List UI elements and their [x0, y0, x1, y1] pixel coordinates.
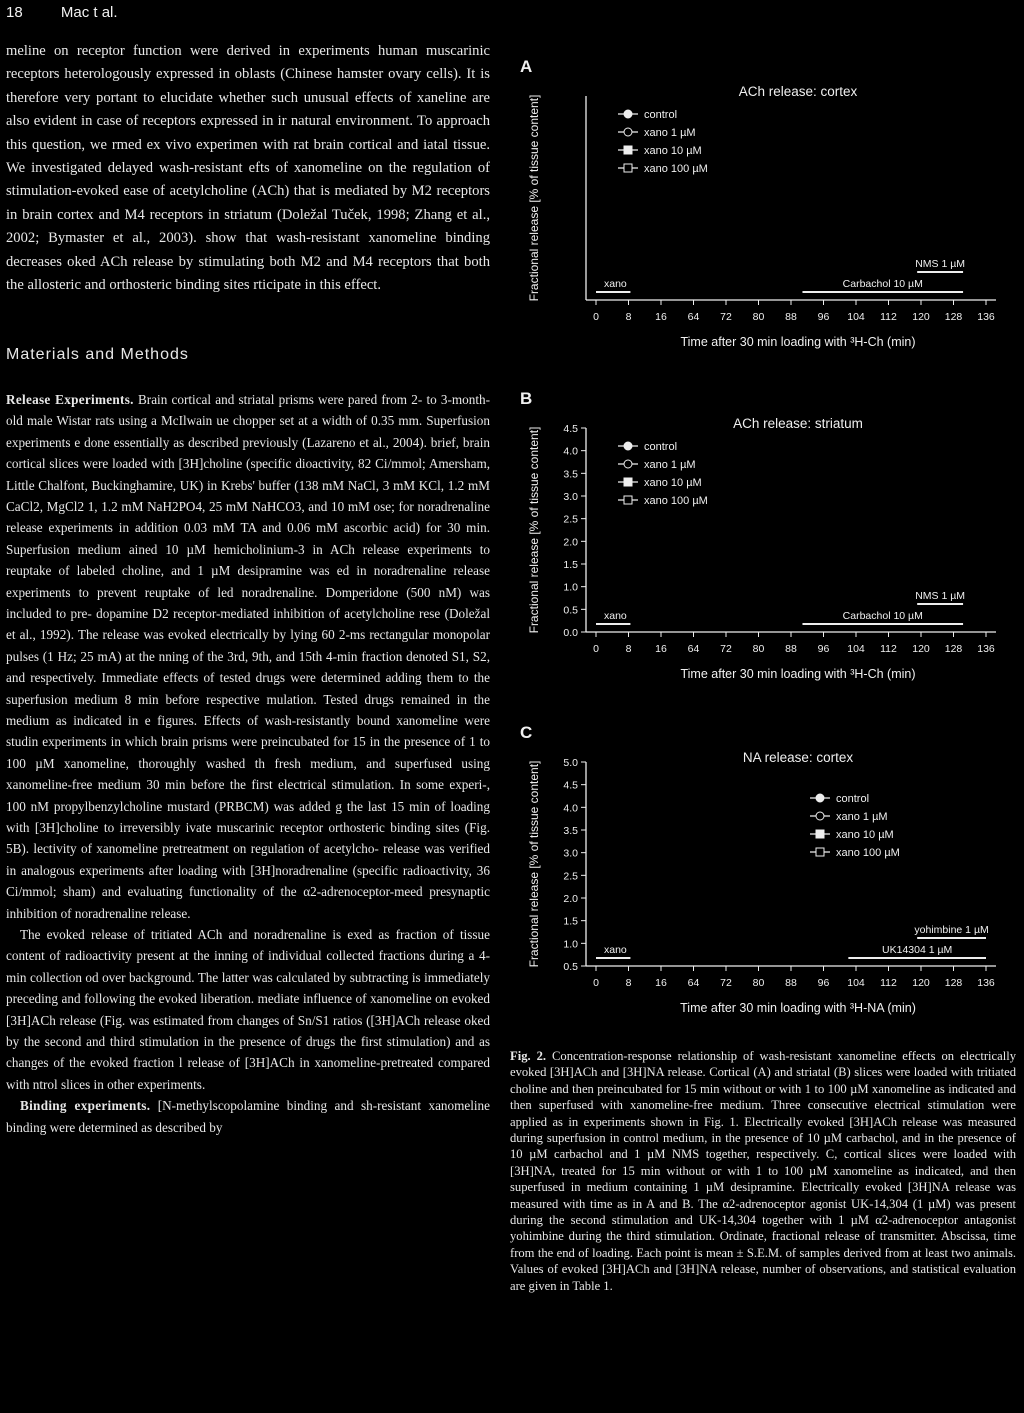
paragraph-body: Brain cortical and striatal prisms were pared from 2- to 3-month-old male Wistar rats using a McIlwain ue chopper set at a width of 0.35 mm. Superfusion experiments e done essentially as described previously (Lazareno et al., 2004). brief, brain cortical slices were loaded with [3H]choline (specific dioactivity, 82 Ci/mmol; Amersham, Little Chalfont, Buckinghamire, UK) in Krebs' buffer (138 mM NaCl, 3 mM KCl, 1.2 mM CaCl2, MgCl2 1, 1.2 mM NaH2PO4, 25 mM NaHCO3, and 10 mM ose; for noradrenaline release experiments in addition 0.03 mM TA and 0.06 mM ascorbic acid) for 30 min. Superfusion medium ained 10 µM hemicholinium-3 in ACh release experiments to reuptake of labeled choline, and 1 µM desipramine was ed in noradrenaline release experiments to prevent reuptake of led noradrenaline. Domperidone (500 nM) was included to pre- dopamine D2 receptor-mediated inhibition of acetylcholine rese (Doležal et al., 1992). The release was evoked electrically by lying 60 2-ms rectangular monopolar pulses (1 Hz; 25 mA) at the nning of the 3rd, 9th, and 15th 4-min fraction denoted S1, S2, and respectively. Immediate effects of tested drugs were determined adding them to the superfusion medium 8 min before respective mulation. Tested drugs remained in the medium as indicated in e figures. Effects of wash-resistantly bound xanomeline were studin experiments in which brain prisms were preincubated for 15 in the presence of 1 to 100 µM xanomeline, thoroughly washed th fresh medium, and superfused using xanomeline-free medium 30 min before the first electrical stimulation. In some experi-, 100 nM propylbenzylcholine mustard (PRBCM) was added g the last 15 min of loading with [3H]choline to irreversibly ivate muscarinic receptor orthosteric binding sites (Fig. 5B). lectivity of xanomeline pretreatment on regulation of acetylcho- release was verified in analogous experiments after loading with [3H]noradrenaline (specific radioactivity, 36 Ci/mmol; sham) and evaluating functionality of the α2-adrenoceptor-meed presynaptic inhibition of noradrenaline release. [6, 391, 491, 921]
panel-title: ACh release: cortex [738, 84, 858, 99]
legend-label: control [644, 109, 678, 121]
y-axis-title: Fractional release [% of tissue content] [527, 760, 541, 968]
x-tick-label: 16 [655, 643, 667, 655]
y-tick-label: 1.5 [563, 559, 578, 571]
drug-bar-label: Carbachol 10 µM [842, 610, 923, 622]
legend-label: xano 100 µM [836, 847, 900, 859]
legend-marker-filled-circle [624, 110, 632, 118]
x-tick-label: 96 [817, 643, 830, 655]
legend-marker-open-square [624, 496, 632, 504]
x-tick-label: 136 [977, 311, 995, 323]
x-axis-title: Time after 30 min loading with ³H-Ch (min) [680, 335, 916, 349]
x-tick-label: 128 [944, 643, 963, 655]
y-axis-title: Fractional release [% of tissue content] [527, 426, 541, 634]
figure-panel-c [510, 718, 1010, 1036]
legend-marker-filled-square [816, 830, 824, 838]
running-header [6, 4, 118, 30]
drug-bar-label: xano [604, 610, 627, 622]
legend-label: xano 100 µM [644, 163, 708, 175]
x-tick-label: 88 [785, 311, 797, 323]
y-tick-label: 2.5 [563, 513, 578, 526]
x-tick-label: 112 [880, 643, 897, 655]
x-tick-label: 104 [847, 643, 865, 655]
x-tick-label: 16 [655, 311, 667, 323]
y-tick-label: 4.0 [563, 445, 578, 458]
x-tick-label: 128 [944, 977, 963, 989]
legend-marker-open-square [816, 848, 824, 856]
x-axis-title: Time after 30 min loading with ³H-Ch (min) [680, 667, 916, 681]
paragraph-body: [N-methylscopolamine binding and sh-resistant xanomeline binding were determined as described by [6, 1098, 490, 1135]
x-tick-label: 112 [880, 311, 897, 323]
legend-label: xano 1 µM [644, 127, 696, 139]
intro-paragraph: meline on receptor function were derived in experiments human muscarinic receptors heterologously expressed in oblasts (Chinese hamster ovary cells). It is therefore very portant to elucidate whether such unusual effects of xaneline are also evident in case of receptors expressed in ir natural environment. To approach this question, we rmed ex vivo experimen with rat brain cortical and iatal tissue. We investigated delayed wash-resistant efts of xanomeline on the regulation of stimulation-evoked ease of acetylcholine (ACh) that is mediated by M2 receptors in brain cortex and M4 receptors in striatum (Doležal Tuček, 1998; Zhang et al., 2002; Bymaster et al., 2003). show that wash-resistant xanomeline binding decreases oked ACh release by stimulating both M2 and M4 receptors that both the allosteric and orthosteric binding sites rticipate in this effect. [6, 43, 490, 294]
x-tick-label: 8 [625, 643, 632, 655]
running-title: Mac t al. [60, 4, 118, 21]
drug-bar-label: yohimbine 1 µM [914, 924, 989, 936]
legend-label: xano 1 µM [644, 459, 696, 471]
y-tick-label: 1.5 [563, 915, 578, 928]
x-tick-label: 0 [593, 977, 599, 989]
y-tick-label: 3.0 [563, 491, 578, 503]
x-tick-label: 96 [817, 311, 830, 323]
y-tick-label: 1.0 [563, 938, 578, 951]
legend-marker-filled-square [624, 146, 632, 154]
drug-bar-label: NMS 1 µM [915, 258, 966, 270]
x-tick-label: 88 [785, 643, 797, 655]
paragraph-lead: Release Experiments. [6, 391, 134, 407]
x-tick-label: 64 [687, 643, 700, 655]
x-tick-label: 8 [625, 311, 632, 323]
x-tick-label: 16 [655, 977, 667, 989]
legend-label: xano 100 µM [644, 495, 708, 507]
figure-caption [510, 1048, 1016, 1294]
figure-panel-svg [510, 384, 1010, 702]
x-tick-label: 80 [752, 643, 765, 655]
legend-marker-filled-circle [816, 794, 824, 802]
methods-paragraph [6, 389, 490, 924]
methods-paragraph [6, 924, 490, 1095]
y-tick-label: 3.0 [563, 847, 578, 860]
x-tick-label: 72 [720, 643, 732, 655]
y-tick-label: 4.5 [563, 779, 578, 792]
y-tick-label: 3.5 [563, 825, 578, 837]
figure-panel-svg [510, 52, 1010, 370]
x-tick-label: 80 [752, 311, 765, 323]
page-number: 18 [6, 4, 23, 21]
x-tick-label: 72 [720, 311, 732, 323]
y-tick-label: 2.0 [563, 893, 578, 905]
y-tick-label: 0.0 [563, 627, 578, 639]
y-tick-label: 0.5 [563, 604, 578, 617]
legend-marker-filled-square [624, 478, 632, 486]
caption-text: Concentration-response relationship of wash-resistant xanomeline effects on electrically evoked [3H]ACh and [3H]NA release. Cortical (A) and striatal (B) slices were loaded with tritiated choline and then preincubated for 15 min without or with 1 to 100 µM xanomeline as indicated and then superfused with xanomeline-free medium. Three consecutive electrical stimulation were applied as in experiments shown in Fig. 1. Electrically evoked [3H]ACh release was measured during superfusion in control medium, in the presence of 10 µM carbachol, and in the presence of 10 µM carbachol and 1 µM NMS together, respectively. C, cortical slices were loaded with [3H]NA, treated for 15 min without or with 1 to 100 µM xanomeline as indicated, and then superfused in medium containing 1 µM desipramine. Electrically evoked [3H]NA release was measured with time as in A and B. The α2-adrenoceptor agonist UK-14,304 (1 µM) was present during the second stimulation and UK-14,304 together with 1 µM α2-adrenoceptor antagonist yohimbine during the third stimulation. Ordinate, fractional release of transmitter. Abscissa, time from the end of loading. Each point is mean ± S.E.M. of samples derived from at least two animals. Values of evoked [3H]ACh and [3H]NA release, number of observations, and statistical evaluation are given in Table 1. [510, 1049, 1016, 1293]
x-tick-label: 72 [720, 977, 732, 989]
x-tick-label: 0 [593, 643, 599, 655]
figure-panel-b [510, 384, 1010, 702]
y-tick-label: 2.5 [563, 870, 578, 883]
y-axis-title: Fractional release [% of tissue content] [527, 94, 541, 302]
drug-bar-label: xano [604, 278, 627, 290]
x-tick-label: 104 [847, 977, 865, 989]
x-tick-label: 0 [593, 311, 599, 323]
legend-marker-filled-circle [624, 442, 632, 450]
y-tick-label: 4.5 [563, 423, 578, 435]
section-heading: Materials and Methods [6, 346, 189, 364]
legend-marker-open-square [624, 164, 632, 172]
methods-text [6, 389, 490, 1138]
caption-lead: Fig. 2. [510, 1049, 547, 1063]
drug-bar-label: Carbachol 10 µM [842, 278, 923, 290]
legend-label: xano 10 µM [644, 145, 702, 157]
y-tick-label: 5.0 [563, 757, 578, 769]
y-tick-label: 3.5 [563, 468, 578, 481]
x-tick-label: 120 [912, 311, 930, 323]
x-tick-label: 64 [687, 311, 700, 323]
legend-label: xano 10 µM [644, 477, 702, 489]
figure-panel-a [510, 52, 1010, 370]
legend-label: control [836, 793, 870, 805]
x-axis-title: Time after 30 min loading with ³H-NA (min) [680, 1001, 916, 1015]
legend-marker-open-circle [624, 128, 632, 136]
legend-label: xano 1 µM [836, 811, 888, 823]
methods-paragraph [6, 1095, 490, 1138]
x-tick-label: 120 [912, 643, 930, 655]
x-tick-label: 96 [817, 977, 830, 989]
x-tick-label: 8 [625, 977, 632, 989]
drug-bar-label: UK14304 1 µM [882, 944, 953, 956]
panel-letter: A [520, 57, 533, 76]
x-tick-label: 88 [785, 977, 797, 989]
x-tick-label: 136 [977, 977, 995, 989]
x-tick-label: 64 [687, 977, 700, 989]
drug-bar-label: xano [604, 944, 627, 956]
panel-letter: B [520, 389, 533, 408]
legend-marker-open-circle [816, 812, 824, 820]
figure-panel-svg [510, 718, 1010, 1036]
paragraph-body: The evoked release of tritiated ACh and noradrenaline is exed as fraction of tissue content of radioactivity present at the inning of individual collected fractions during a 4-min collection od over background. The latter was calculated by subtracting is immediately preceding and following the evoked liberation. mediate influence of xanomeline on evoked [3H]ACh release (Fig. was estimated from changes of Sn/S1 ratios ([3H]ACh release oked by the second and third stimulation in the presence of drugs the first stimulation) and as changes of the evoked fraction l release of [3H]ACh in xanomeline-pretreated compared with ntrol slices in other experiments. [6, 927, 490, 1092]
panel-letter: C [520, 723, 533, 742]
y-tick-label: 0.5 [563, 961, 578, 973]
x-tick-label: 80 [752, 977, 765, 989]
panel-title: NA release: cortex [742, 750, 854, 765]
x-tick-label: 104 [847, 311, 865, 323]
y-tick-label: 1.0 [563, 581, 578, 594]
x-tick-label: 120 [912, 977, 930, 989]
y-tick-label: 2.0 [563, 536, 578, 549]
x-tick-label: 136 [977, 643, 995, 655]
drug-bar-label: NMS 1 µM [915, 590, 966, 602]
legend-label: control [644, 441, 678, 453]
x-tick-label: 112 [880, 977, 897, 989]
legend-marker-open-circle [624, 460, 632, 468]
left-column [6, 40, 490, 1138]
x-tick-label: 128 [944, 311, 963, 323]
panel-title: ACh release: striatum [733, 416, 863, 431]
y-tick-label: 4.0 [563, 802, 578, 815]
paragraph-lead: Binding experiments. [20, 1098, 151, 1114]
legend-label: xano 10 µM [836, 829, 894, 841]
